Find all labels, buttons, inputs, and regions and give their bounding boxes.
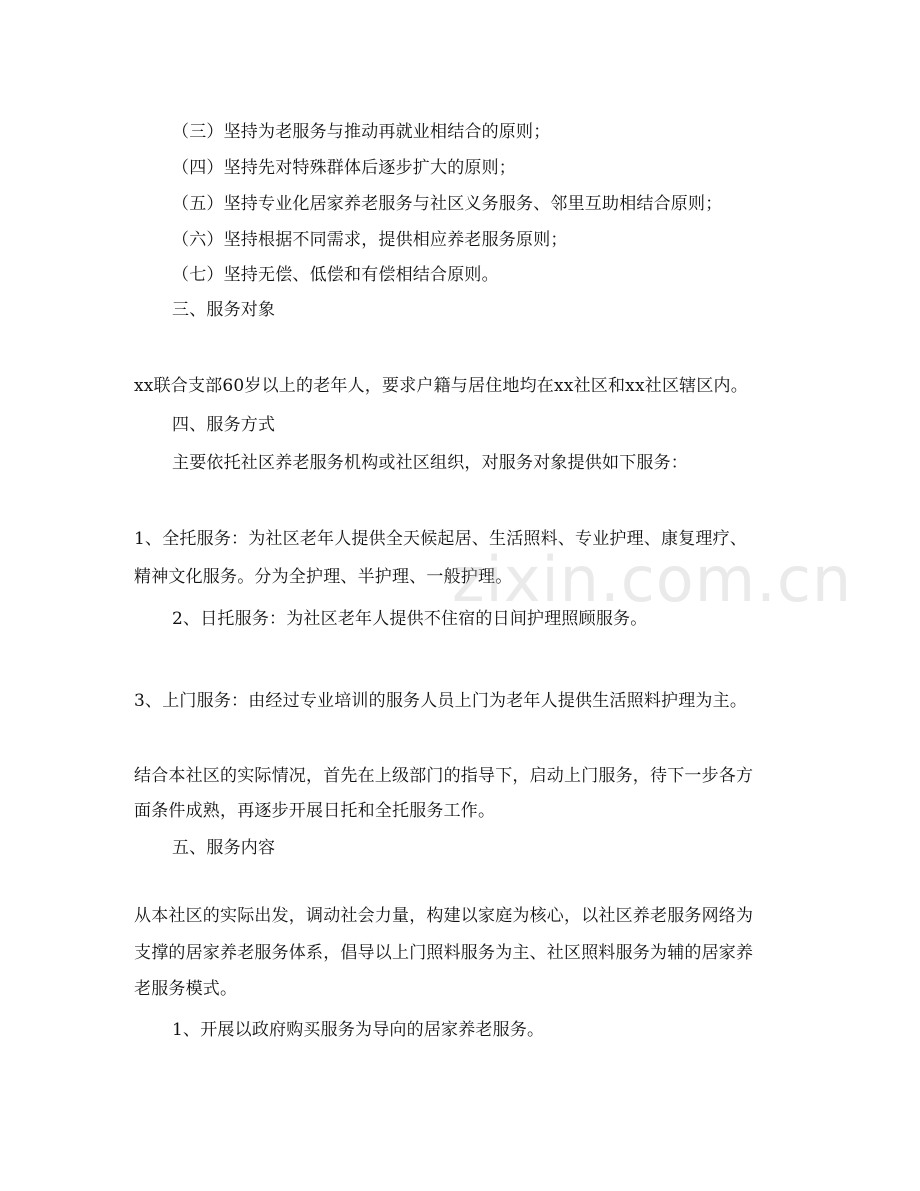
service-content-item-1: 1、开展以政府购买服务为导向的居家养老服务。	[172, 1020, 545, 1040]
section-heading-service-content: 五、服务内容	[172, 838, 276, 858]
full-care-service-line-2: 精神文化服务。分为全护理、半护理、一般护理。	[134, 567, 513, 587]
principle-3: （三）坚持为老服务与推动再就业相结合的原则；	[172, 122, 551, 142]
site-watermark: zixin.com.cn	[452, 543, 853, 616]
principle-4: （四）坚持先对特殊群体后逐步扩大的原则；	[172, 158, 516, 178]
principle-5: （五）坚持专业化居家养老服务与社区义务服务、邻里互助相结合原则；	[172, 194, 723, 214]
implementation-paragraph-line-1: 结合本社区的实际情况，首先在上级部门的指导下，启动上门服务，待下一步各方	[134, 766, 754, 786]
service-content-paragraph-line-1: 从本社区的实际出发，调动社会力量，构建以家庭为核心，以社区养老服务网络为	[134, 906, 754, 926]
principle-6: （六）坚持根据不同需求，提供相应养老服务原则；	[172, 230, 568, 250]
full-care-service-line-1: 1、全托服务：为社区老年人提供全天候起居、生活照料、专业护理、康复理疗、	[134, 529, 748, 549]
day-care-service: 2、日托服务：为社区老年人提供不住宿的日间护理照顾服务。	[172, 609, 648, 629]
implementation-paragraph-line-2: 面条件成熟，再逐步开展日托和全托服务工作。	[134, 801, 496, 821]
section-heading-service-mode: 四、服务方式	[172, 415, 276, 435]
principle-7: （七）坚持无偿、低偿和有偿相结合原则。	[172, 265, 499, 285]
service-content-paragraph-line-3: 老服务模式。	[134, 979, 238, 999]
service-mode-intro: 主要依托社区养老服务机构或社区组织，对服务对象提供如下服务：	[172, 453, 688, 473]
service-content-paragraph-line-2: 支撑的居家养老服务体系，倡导以上门照料服务为主、社区照料服务为辅的居家养	[134, 943, 754, 963]
section-heading-service-target: 三、服务对象	[172, 300, 276, 320]
home-visit-service: 3、上门服务：由经过专业培训的服务人员上门为老年人提供生活照料护理为主。	[134, 691, 748, 711]
service-target-paragraph: xx联合支部60岁以上的老年人，要求户籍与居住地均在xx社区和xx社区辖区内。	[134, 376, 748, 396]
